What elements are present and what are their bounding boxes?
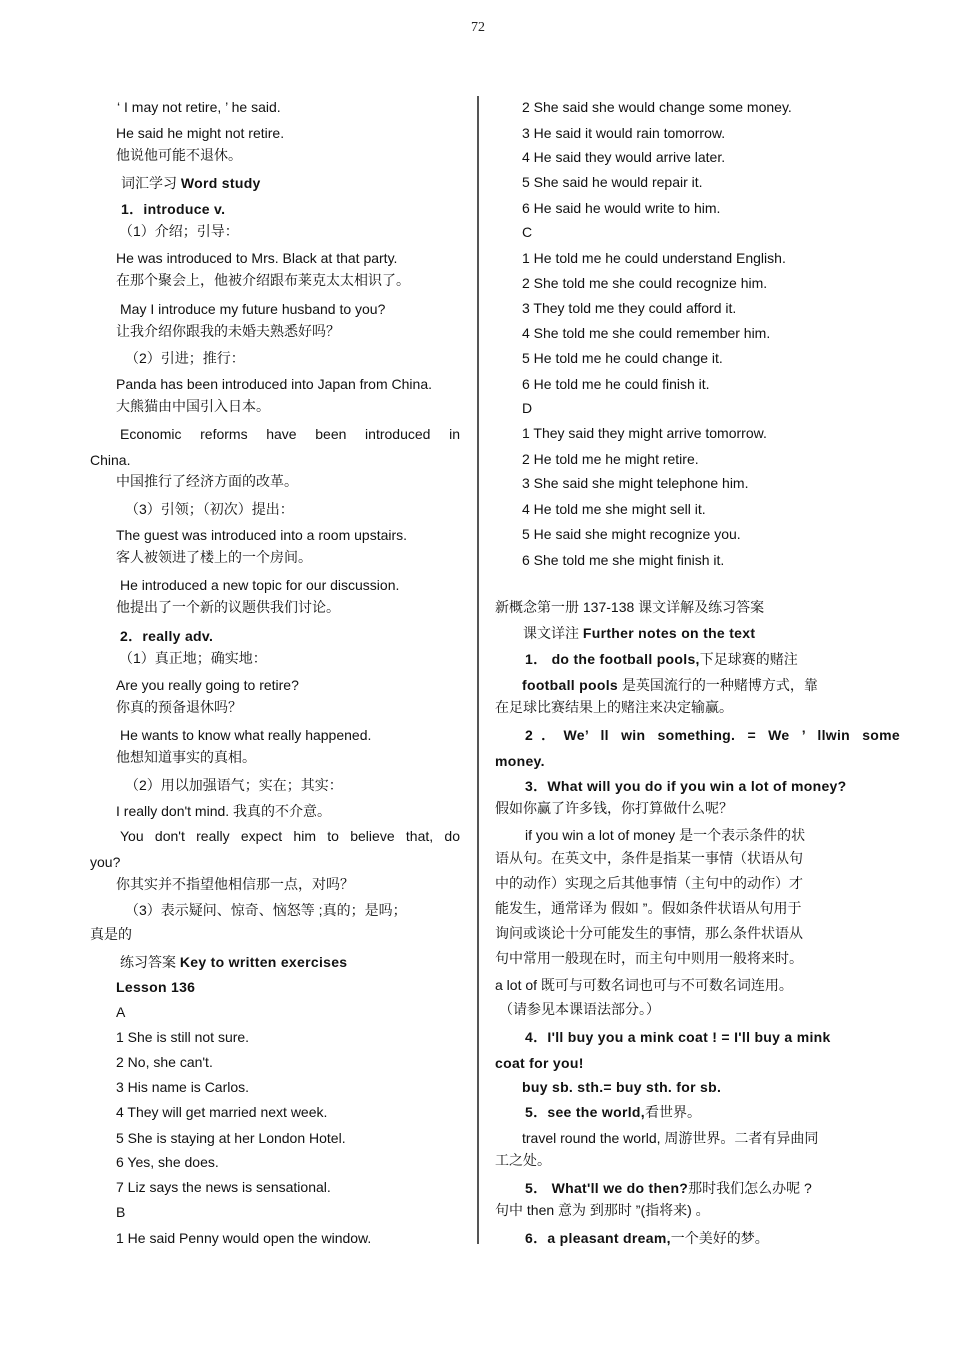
text-segment: 6．a pleasant dream, xyxy=(525,1230,671,1246)
text-segment-suffix: 下足球赛的赌注 xyxy=(699,651,798,667)
text-line xyxy=(120,425,460,443)
text-segment: a lot of 既可与可数名词也可与不可数名词连用。 xyxy=(495,977,793,993)
text-segment: He was introduced to Mrs. Black at that party. xyxy=(116,250,398,266)
text-segment: 词汇学习 xyxy=(121,175,181,191)
text-line xyxy=(116,472,298,490)
text-line xyxy=(125,349,245,367)
text-segment-suffix: 那时我们怎么办呢 ? xyxy=(688,1180,812,1196)
text-line xyxy=(525,826,805,844)
text-segment: He wants to know what really happened. xyxy=(120,727,372,743)
text-segment: B xyxy=(116,1204,126,1220)
text-line xyxy=(116,875,354,893)
text-line xyxy=(117,98,281,116)
text-segment: 在足球比赛结果上的赌注来决定输赢。 xyxy=(495,699,733,715)
text-line xyxy=(525,1229,769,1247)
text-segment: 假如你赢了许多钱，你打算做什么呢？ xyxy=(495,800,733,816)
text-segment: 7 Liz says the news is sensational. xyxy=(116,1179,331,1195)
text-line xyxy=(116,375,432,393)
text-segment: 询问或谈论十分可能发生的事情，那么条件状语从 xyxy=(495,925,803,941)
text-segment: 4 She told me she could remember him. xyxy=(522,325,771,341)
text-line xyxy=(495,752,545,770)
text-line xyxy=(495,1201,710,1219)
text-line xyxy=(116,1028,249,1046)
text-segment: 6 He told me he could finish it. xyxy=(522,376,710,392)
text-line xyxy=(116,978,195,996)
text-segment: 句中 then 意为 到那时 ”(指将来) 。 xyxy=(495,1202,710,1218)
text-segment: 语从句。在英文中，条件是指某一事情（状语从句 xyxy=(495,850,803,866)
text-line xyxy=(495,698,733,716)
text-line xyxy=(116,676,299,694)
text-segment: 句中常用一般现在时，而主句中则用一般将来时。 xyxy=(495,950,803,966)
text-segment: 1 He told me he could understand English. xyxy=(522,250,786,266)
text-line xyxy=(116,1229,371,1247)
text-line xyxy=(116,698,242,716)
text-line xyxy=(499,1000,660,1018)
text-segment: 课文详注 xyxy=(523,625,583,641)
text-segment: 你真的预备退休吗？ xyxy=(116,699,242,715)
text-segment: travel round the world, 周游世界。二者有异曲同 xyxy=(522,1130,819,1146)
text-line xyxy=(90,451,130,469)
text-segment-suffix: 是英国流行的一种赌博方式，靠 xyxy=(617,677,818,693)
text-segment: 中国推行了经济方面的改革。 xyxy=(116,473,298,489)
text-line xyxy=(522,349,723,367)
text-segment-suffix: Word study xyxy=(180,175,261,191)
text-line xyxy=(120,300,385,318)
page-number: 72 xyxy=(471,20,485,35)
text-line xyxy=(525,1179,812,1197)
text-segment: （请参见本课语法部分。） xyxy=(499,1001,660,1017)
text-line xyxy=(116,1003,125,1021)
text-segment: 练习答案 xyxy=(120,954,180,970)
text-segment-suffix: Key to written exercises xyxy=(179,954,348,970)
text-segment: 6 Yes, she does. xyxy=(116,1154,219,1170)
text-line xyxy=(125,776,343,794)
text-line xyxy=(495,849,803,867)
text-line xyxy=(525,777,847,795)
text-line xyxy=(522,424,767,442)
text-segment: 2 No, she can't. xyxy=(116,1054,213,1070)
text-line xyxy=(116,249,397,267)
text-line xyxy=(522,299,736,317)
text-segment: 新概念第一册 137-138 课文详解及练习答案 xyxy=(495,599,765,615)
text-segment: 3 His name is Carlos. xyxy=(116,1079,250,1095)
text-line xyxy=(495,1054,584,1072)
text-segment-suffix: Further notes on the text xyxy=(582,625,756,641)
text-segment: 4．I'll buy you a mink coat ! = I'll buy a mink xyxy=(525,1029,831,1045)
text-line xyxy=(116,748,256,766)
text-segment: 2 She told me she could recognize him. xyxy=(522,275,768,291)
text-segment: 1 She is still not sure. xyxy=(116,1029,250,1045)
text-segment-suffix: 一个美好的梦。 xyxy=(670,1230,769,1246)
text-line xyxy=(116,548,312,566)
text-line xyxy=(522,324,770,342)
text-line xyxy=(522,500,706,518)
text-segment: 2 She said she would change some money. xyxy=(522,99,792,115)
text-segment: 大熊猫由中国引入日本。 xyxy=(116,398,270,414)
text-segment: 能发生，通常译为 假如 ”。假如条件状语从句用于 xyxy=(495,900,802,916)
text-line xyxy=(522,474,748,492)
text-segment: 1 He said Penny would open the window. xyxy=(116,1230,372,1246)
text-segment: C xyxy=(522,224,533,240)
text-line xyxy=(525,1028,831,1046)
text-line xyxy=(125,500,294,518)
text-line xyxy=(522,1078,721,1096)
text-segment: 真是的 xyxy=(90,926,132,942)
text-line xyxy=(119,222,239,240)
text-line xyxy=(116,526,407,544)
text-segment: money. xyxy=(495,753,545,769)
text-segment: （2）用以加强语气；实在；其实： xyxy=(125,777,343,793)
text-segment: 1 They said they might arrive tomorrow. xyxy=(522,425,767,441)
text-line xyxy=(522,173,703,191)
text-line xyxy=(125,901,407,919)
text-line xyxy=(116,1129,346,1147)
text-segment: 让我介绍你跟我的未婚夫熟悉好吗？ xyxy=(116,323,340,339)
text-segment: 5 He said she might recognize you. xyxy=(522,526,741,542)
text-line xyxy=(525,650,798,668)
text-line xyxy=(522,551,724,569)
text-segment: （3）表示疑问、惊奇、恼怒等 ;真的；是吗； xyxy=(125,902,407,918)
text-segment: you? xyxy=(90,854,121,870)
text-segment: （1）真正地；确实地： xyxy=(119,650,267,666)
text-segment: 他提出了一个新的议题供我们讨论。 xyxy=(116,599,340,615)
text-line xyxy=(495,924,803,942)
text-line xyxy=(116,322,340,340)
text-line xyxy=(495,949,803,967)
text-segment: He introduced a new topic for our discussion. xyxy=(120,577,400,593)
text-segment: The guest was introduced into a room upstairs. xyxy=(116,527,408,543)
text-line xyxy=(522,249,786,267)
text-segment: 你其实并不指望他相信那一点，对吗？ xyxy=(116,876,354,892)
text-segment: coat for you! xyxy=(495,1055,584,1071)
text-line xyxy=(116,124,284,142)
text-segment: China. xyxy=(90,452,131,468)
text-line xyxy=(120,726,371,744)
text-line xyxy=(90,853,120,871)
text-segment: buy sb. sth.= buy sth. for sb. xyxy=(522,1079,722,1095)
text-line xyxy=(120,827,460,845)
text-line xyxy=(522,223,532,241)
text-line xyxy=(120,953,347,971)
text-line xyxy=(120,627,213,645)
text-segment: 3 She said she might telephone him. xyxy=(522,475,749,491)
text-line xyxy=(522,98,792,116)
text-segment: You don't really expect him to believe that, do xyxy=(120,828,460,844)
text-segment: May I introduce my future husband to you? xyxy=(120,301,386,317)
text-line xyxy=(90,925,132,943)
text-segment: 1． do the football pools, xyxy=(525,651,700,667)
text-line xyxy=(116,1153,219,1171)
text-line xyxy=(522,124,725,142)
text-line xyxy=(495,874,803,892)
text-segment: 他说他可能不退休。 xyxy=(116,147,242,163)
text-line xyxy=(525,726,900,744)
text-line xyxy=(525,1103,701,1121)
column-divider xyxy=(477,96,479,1244)
text-line xyxy=(116,1078,249,1096)
text-segment: 5 She is staying at her London Hotel. xyxy=(116,1130,346,1146)
text-segment: Panda has been introduced into Japan from China. xyxy=(116,376,432,392)
text-line xyxy=(522,375,710,393)
text-segment: 4 He said they would arrive later. xyxy=(522,149,726,165)
text-segment: 3 He said it would rain tomorrow. xyxy=(522,125,726,141)
text-segment: if you win a lot of money 是一个表示条件的状 xyxy=(525,827,806,843)
text-line xyxy=(495,799,733,817)
text-line xyxy=(116,146,242,164)
text-segment: A xyxy=(116,1004,126,1020)
text-segment: 5 She said he would repair it. xyxy=(522,174,703,190)
text-segment: 中的动作）实现之后其他事情（主句中的动作）才 xyxy=(495,875,803,891)
text-line xyxy=(121,200,225,218)
text-segment: football pools xyxy=(522,677,618,693)
text-segment: （3）引领；（初次）提出： xyxy=(125,501,294,517)
text-line xyxy=(116,802,331,820)
text-line xyxy=(495,598,764,616)
text-segment: 4 They will get married next week. xyxy=(116,1104,328,1120)
text-segment: （1）介绍；引导： xyxy=(119,223,239,239)
text-line xyxy=(116,1103,327,1121)
text-segment: 5．see the world, xyxy=(525,1104,645,1120)
text-line xyxy=(522,1129,818,1147)
text-line xyxy=(116,271,410,289)
text-line xyxy=(522,525,741,543)
text-line xyxy=(119,649,267,667)
text-line xyxy=(121,174,261,192)
text-line xyxy=(522,199,720,217)
text-segment: He said he might not retire. xyxy=(116,125,285,141)
text-segment: 5 He told me he could change it. xyxy=(522,350,723,366)
text-segment: 3．What will you do if you win a lot of money? xyxy=(525,778,847,794)
text-line xyxy=(116,1203,125,1221)
text-segment: 5． What'll we do then? xyxy=(525,1180,689,1196)
text-segment: Are you really going to retire? xyxy=(116,677,299,693)
text-segment: （2）引进；推行： xyxy=(125,350,245,366)
text-line xyxy=(116,1053,213,1071)
text-line xyxy=(495,976,793,994)
text-segment: Lesson 136 xyxy=(116,979,196,995)
text-line xyxy=(120,576,399,594)
text-line xyxy=(116,1178,331,1196)
text-segment: 3 They told me they could afford it. xyxy=(522,300,737,316)
text-segment: Economic reforms have been introduced in xyxy=(120,426,460,442)
text-segment: 6 She told me she might finish it. xyxy=(522,552,725,568)
text-segment: 2．really adv. xyxy=(120,628,214,644)
text-line xyxy=(523,624,755,642)
text-line xyxy=(522,399,532,417)
text-line xyxy=(495,899,801,917)
text-line xyxy=(116,598,340,616)
text-line xyxy=(522,450,699,468)
text-segment: 6 He said he would write to him. xyxy=(522,200,721,216)
text-line xyxy=(522,676,818,694)
text-line xyxy=(495,1151,551,1169)
text-segment: ‘ I may not retire, ’ he said. xyxy=(117,99,281,115)
text-line xyxy=(522,148,725,166)
text-segment: I really don't mind. 我真的不介意。 xyxy=(116,803,332,819)
text-segment: 在那个聚会上，他被介绍跟布莱克太太相识了。 xyxy=(116,272,410,288)
text-segment: 1．introduce v. xyxy=(121,201,226,217)
text-segment: 4 He told me she might sell it. xyxy=(522,501,706,517)
text-segment: D xyxy=(522,400,533,416)
text-segment: 客人被领进了楼上的一个房间。 xyxy=(116,549,312,565)
text-segment-suffix: 看世界。 xyxy=(644,1104,701,1120)
text-line xyxy=(116,397,270,415)
text-segment: 2．We’ ll win something. = We ’ llwin some xyxy=(525,727,900,743)
text-line xyxy=(522,274,767,292)
text-segment: 工之处。 xyxy=(495,1152,551,1168)
text-segment: 2 He told me he might retire. xyxy=(522,451,699,467)
text-segment: 他想知道事实的真相。 xyxy=(116,749,256,765)
